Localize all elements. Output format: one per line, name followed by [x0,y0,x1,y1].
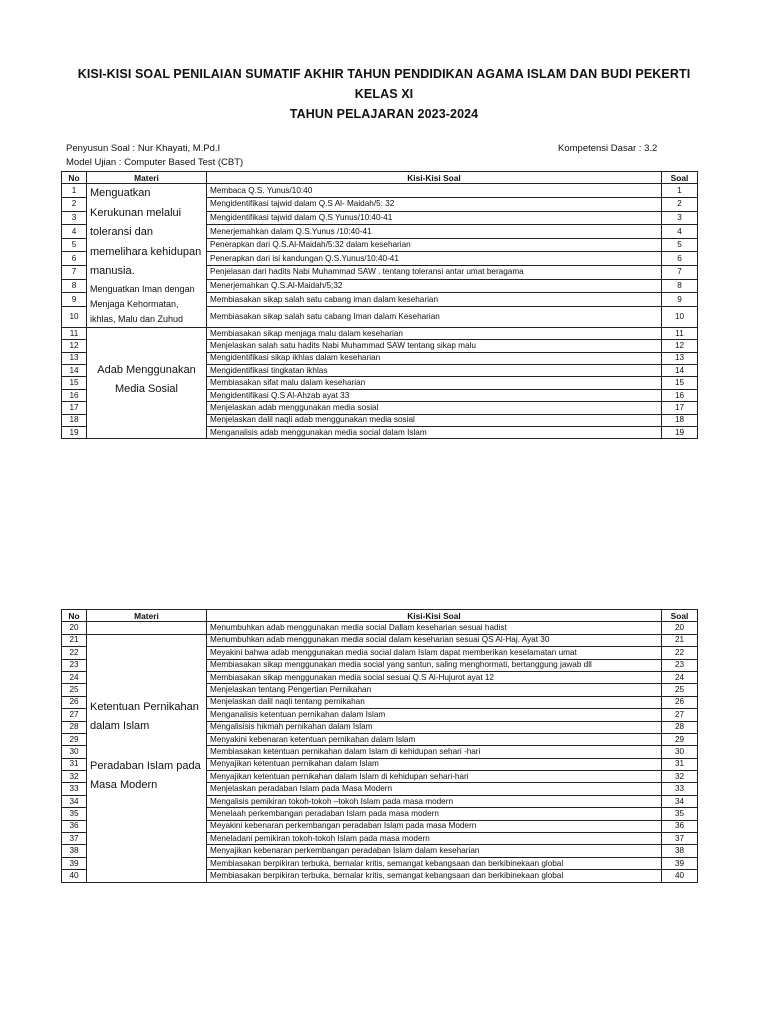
materi-cell [87,327,207,439]
row-soal: 22 [662,647,698,659]
row-soal: 12 [662,340,698,352]
row-kisi: Menjelaskan salah satu hadits Nabi Muhammad SAW tentang sikap malu [207,340,662,352]
row-soal: 25 [662,684,698,696]
row-soal: 28 [662,721,698,733]
row-soal: 14 [662,365,698,377]
row-kisi: Menyajikan kebenaran perkembangan peradaban Islam dalam keseharian [207,845,662,857]
row-kisi: Menyajikan ketentuan pernikahan dalam Islam di kehidupan sehari-hari [207,771,662,783]
row-soal: 17 [662,402,698,414]
row-no: 40 [62,870,87,882]
kompetensi-dasar: Kompetensi Dasar : 3.2 [558,143,658,154]
row-no: 1 [62,184,87,198]
row-kisi: Menerjemahkan dalam Q.S.Yunus /10:40-41 [207,225,662,239]
row-no: 4 [62,225,87,239]
row-kisi: Mengidentifikasi tajwid dalam Q.S Yunus/10:40-41 [207,211,662,225]
row-kisi: Menyajikan ketentuan pernikahan dalam Islam [207,758,662,770]
row-kisi: Menjelaskan adab menggunakan media sosial [207,402,662,414]
row-no: 23 [62,659,87,671]
row-kisi: Mengalisisis hikmah pernikahan dalam Islam [207,721,662,733]
row-no: 2 [62,198,87,212]
row-kisi: Penjelasan dari hadits Nabi Muhammad SAW . tentang toleransi antar umat beragama [207,266,662,280]
row-kisi: Penerapkan dari isi kandungan Q.S.Yunus/10:40-41 [207,252,662,266]
row-soal: 5 [662,238,698,252]
row-kisi: Mengidentifikasi tingkatan ikhlas [207,365,662,377]
row-soal: 20 [662,622,698,634]
row-no: 30 [62,746,87,758]
table-row [62,634,698,646]
row-no: 5 [62,238,87,252]
row-kisi: Menjelaskan dalil naqli adab menggunakan media sosial [207,414,662,426]
model-ujian: Model Ujian : Computer Based Test (CBT) [66,157,244,168]
doc-title: KISI-KISI SOAL PENILAIAN SUMATIF AKHIR TAHUN PENDIDIKAN AGAMA ISLAM DAN BUDI PEKERTI [77,67,691,81]
row-soal: 26 [662,696,698,708]
table-header-row [62,172,698,184]
row-soal: 1 [662,184,698,198]
row-no: 10 [62,306,87,327]
row-no: 17 [62,402,87,414]
row-no: 28 [62,721,87,733]
row-kisi: Menelaah perkembangan peradaban Islam pada masa modern [207,808,662,820]
row-no: 7 [62,266,87,280]
row-soal: 23 [662,659,698,671]
row-no: 13 [62,352,87,364]
materi-label: Menguatkan Iman dengan Menjaga Kehormatan, ikhlas, Malu dan Zuhud [90,283,195,324]
table-row [62,184,698,198]
row-kisi: Membiasakan berpikiran terbuka, bernalar kritis, semangat kebangsaan dan berkibinekaan global [207,857,662,869]
col-kisi: Kisi-Kisi Soal [207,610,662,622]
row-no: 31 [62,758,87,770]
row-kisi: Menumbuhkan adab menggunakan media social Dallam keseharian sesuai hadist [207,622,662,634]
materi-cell [87,184,207,328]
row-no: 37 [62,833,87,845]
row-no: 8 [62,279,87,293]
row-kisi: Membiasakan sikap salah satu cabang iman dalam keseharian [207,293,662,307]
row-soal: 31 [662,758,698,770]
row-soal: 34 [662,795,698,807]
row-no: 32 [62,771,87,783]
col-no: No [62,172,87,184]
row-soal: 13 [662,352,698,364]
row-kisi: Menganalisis ketentuan pernikahan dalam Islam [207,709,662,721]
row-soal: 33 [662,783,698,795]
row-soal: 24 [662,671,698,683]
row-kisi: Membiasakan sikap menggunakan media social yang santun, saling menghormati, bertanggung jawab dll [207,659,662,671]
row-no: 16 [62,389,87,401]
row-no: 25 [62,684,87,696]
row-kisi: Meyakini bahwa adab menggunakan media social dalam Islam dapat memberikan keselamatan umat [207,647,662,659]
col-materi: Materi [87,610,207,622]
materi-cell [87,634,207,882]
row-no: 39 [62,857,87,869]
row-soal: 6 [662,252,698,266]
row-kisi: Mengidentifikasi tajwid dalam Q.S Al- Maidah/5: 32 [207,198,662,212]
row-kisi: Menerjemahkan Q.S.Al-Maidah/5;32 [207,279,662,293]
row-no: 29 [62,733,87,745]
row-no: 18 [62,414,87,426]
row-no: 11 [62,327,87,339]
row-soal: 7 [662,266,698,280]
row-soal: 4 [662,225,698,239]
row-soal: 29 [662,733,698,745]
row-no: 20 [62,622,87,634]
table-row [62,622,698,634]
row-kisi: Menjelaskan tentang Pengertian Pernikahan [207,684,662,696]
row-no: 22 [62,647,87,659]
materi-label: Adab Menggunakan Media Sosial [97,363,196,396]
materi-label: Ketentuan Pernikahan dalam Islam [90,700,199,733]
doc-class: KELAS XI [354,87,414,101]
row-no: 27 [62,709,87,721]
row-kisi: Meyakini kebenaran perkembangan peradaban Islam pada masa Modern [207,820,662,832]
row-soal: 36 [662,820,698,832]
row-kisi: Membiasakan sikap salah satu cabang Iman dalam Keseharian [207,306,662,327]
row-kisi: Penerapkan dari Q.S.Al-Maidah/5:32 dalam keseharian [207,238,662,252]
row-soal: 9 [662,293,698,307]
row-no: 21 [62,634,87,646]
row-soal: 18 [662,414,698,426]
row-soal: 10 [662,306,698,327]
row-no: 36 [62,820,87,832]
row-kisi: Mengalisis pemikiran tokoh-tokoh –tokoh Islam pada masa modern [207,795,662,807]
row-no: 38 [62,845,87,857]
row-soal: 35 [662,808,698,820]
row-no: 14 [62,365,87,377]
row-kisi: Membiasakan berpikiran terbuka, bernalar kritis, semangat kebangsaan dan berkibinekaan global [207,870,662,882]
col-soal: Soal [662,172,698,184]
kisi-table-1 [61,171,698,439]
row-kisi: Membiasakan ketentuan pernikahan dalam Islam di kehidupan sehari -hari [207,746,662,758]
row-soal: 19 [662,427,698,439]
row-no: 12 [62,340,87,352]
row-no: 15 [62,377,87,389]
row-kisi: Membaca Q.S. Yunus/10:40 [207,184,662,198]
kisi-table-2 [61,609,698,883]
row-kisi: Menjelaskan dalil naqli tentang pernikahan [207,696,662,708]
row-no: 26 [62,696,87,708]
table-row [62,327,698,339]
row-kisi: Membiasakan sifat malu dalam keseharian [207,377,662,389]
row-soal: 15 [662,377,698,389]
row-kisi: Mengidentifikasi sikap ikhlas dalam keseharian [207,352,662,364]
row-soal: 32 [662,771,698,783]
penyusun-soal: Penyusun Soal : Nur Khayati, M.Pd.I [66,143,221,154]
row-soal: 40 [662,870,698,882]
row-soal: 37 [662,833,698,845]
row-kisi: Menyakini kebenaran ketentuan pernikahan dalam Islam [207,733,662,745]
row-kisi: Membiasakan sikap menggunakan media social sesuai Q.S Al-Hujurot ayat 12 [207,671,662,683]
row-soal: 30 [662,746,698,758]
doc-year: TAHUN PELAJARAN 2023-2024 [289,107,479,121]
row-kisi: Menumbuhkan adab menggunakan media social dalam keseharian sesuai QS Al-Haj. Ayat 30 [207,634,662,646]
table-header-row [62,610,698,622]
row-kisi: Menganalisis adab menggunakan media social dalam Islam [207,427,662,439]
col-soal: Soal [662,610,698,622]
materi-label: Menguatkan Kerukunan melalui toleransi dan memelihara kehidupan manusia. [90,187,202,278]
materi-label: Peradaban Islam pada Masa Modern [90,759,201,792]
col-no: No [62,610,87,622]
row-no: 19 [62,427,87,439]
col-kisi: Kisi-Kisi Soal [207,172,662,184]
row-soal: 39 [662,857,698,869]
row-soal: 27 [662,709,698,721]
row-no: 3 [62,211,87,225]
row-kisi: Meneladani pemikiran tokoh-tokoh Islam pada masa modern [207,833,662,845]
row-kisi: Membiasakan sikap menjaga malu dalam keseharian [207,327,662,339]
row-kisi: Mengidentifikasi Q.S Al-Ahzab ayat 33 [207,389,662,401]
row-no: 34 [62,795,87,807]
row-soal: 2 [662,198,698,212]
col-materi: Materi [87,172,207,184]
row-soal: 3 [662,211,698,225]
row-no: 6 [62,252,87,266]
row-soal: 11 [662,327,698,339]
row-soal: 16 [662,389,698,401]
row-soal: 38 [662,845,698,857]
materi-cell [87,622,207,634]
row-no: 9 [62,293,87,307]
row-no: 33 [62,783,87,795]
row-kisi: Menjelaskan peradaban Islam pada Masa Modern [207,783,662,795]
row-soal: 21 [662,634,698,646]
row-no: 35 [62,808,87,820]
row-soal: 8 [662,279,698,293]
row-no: 24 [62,671,87,683]
